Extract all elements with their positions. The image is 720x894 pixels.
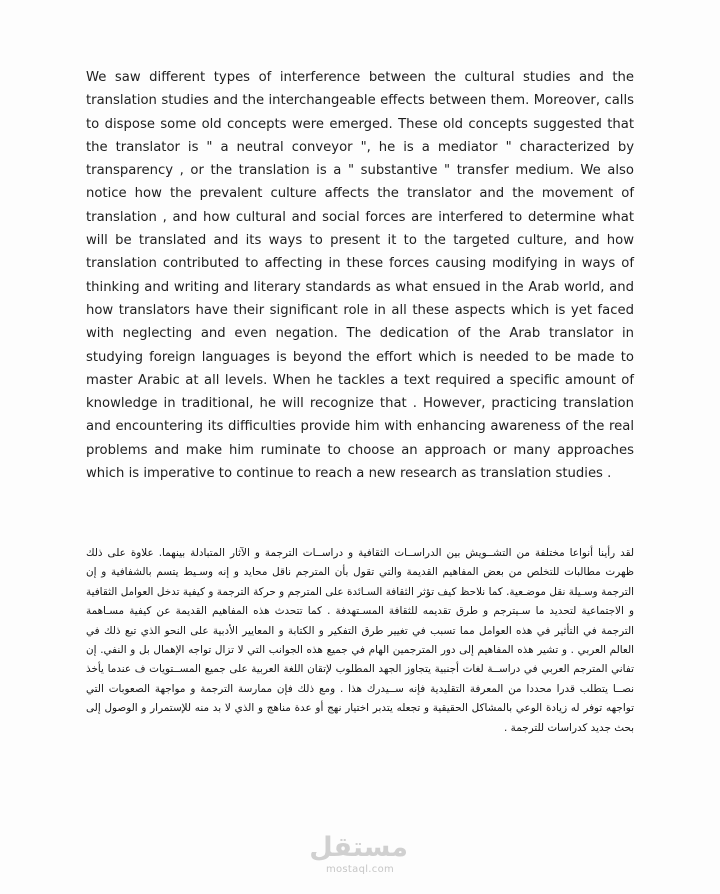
watermark-logo-text: مستقل: [309, 832, 408, 863]
arabic-paragraph: لقد رأينا أنواعا مختلفة من التشــويش بين الدراســات الثقافية و دراســات الترجمة و الآثار المتبادلة بينهما. علاوة على ذلك ظهرت مطالبات للتخلص من بعض المفاهيم القديمة والتي تقول بأن المترجم ناقل محايد و إنه وسـيط يتسم بالشفافية و إن الترجمة وسـيلة نقل موضـعية. كما نلاحظ كيف تؤثر الثقافة السـائدة على المترجم و حركة الترجمة و كيفية تدخل العوامل الثقافية و الاجتماعية لتحديد ما سـيترجم و طرق تقديمه للثقافة المسـتهدفة . كما تتحدث هذه المفاهيم القديمة عن كيفية مسـاهمة الترجمة في التأثير في هذه العوامل مما تسبب في تغيير طرق التفكير و الكتابة و المعايير الأدبية على النحو الذي تبع ذلك في العالم العربي . و تشير هذه المفاهيم إلى دور المترجمين الهام في جميع هذه الجوانب التي لا تزال تواجه الإهمال بل و النفي. إن تفاني المترجم العربي في دراســة لغات أجنبية يتجاوز الجهد المطلوب لإتقان اللغة العربية على جميع المســتويات ف عندما يأخذ نصــا يتطلب قدرا محددا من المعرفة التقليدية فإنه ســيدرك هذا . ومع ذلك فإن ممارسة الترجمة و مواجهة الصعوبات التي تواجهه توفر له زيادة الوعي بالمشاكل الحقيقية و تجعله يتدبر اختيار نهج أو عدة مناهج و الذي لا بد منه للإستمرار و الوصول إلى بحث جديد كدراسات للترجمة .: [86, 547, 634, 734]
mostaql-watermark: [309, 832, 408, 888]
english-paragraph: We saw different types of interference between the cultural studies and the translation studies and the interchangeable effects between them. Moreover, calls to dispose some old concepts were emerged. These old concepts suggested that the translator is " a neutral conveyor ", he is a mediator " characterized by transparency , or the translation is a " substantive " transfer medium. We also notice how the prevalent culture affects the translator and the movement of translation , and how cultural and social forces are interfered to determine what will be translated and its ways to present it to the targeted culture, and how translation contributed to affecting in these forces causing modifying in ways of thinking and writing and literary standards as what ensued in the Arab world, and how translators have their significant role in all these aspects which is yet faced with neglecting and even negation. The dedication of the Arab translator in studying foreign languages is beyond the effort which is needed to be made to master Arabic at all levels. When he tackles a text required a specific amount of knowledge in traditional, he will recognize that . However, practicing translation and encountering its difficulties provide him with enhancing awareness of the real problems and make him ruminate to choose an approach or many approaches which is imperative to continue to reach a new research as translation studies .: [86, 70, 634, 482]
watermark-url: mostaql.com: [325, 864, 395, 875]
